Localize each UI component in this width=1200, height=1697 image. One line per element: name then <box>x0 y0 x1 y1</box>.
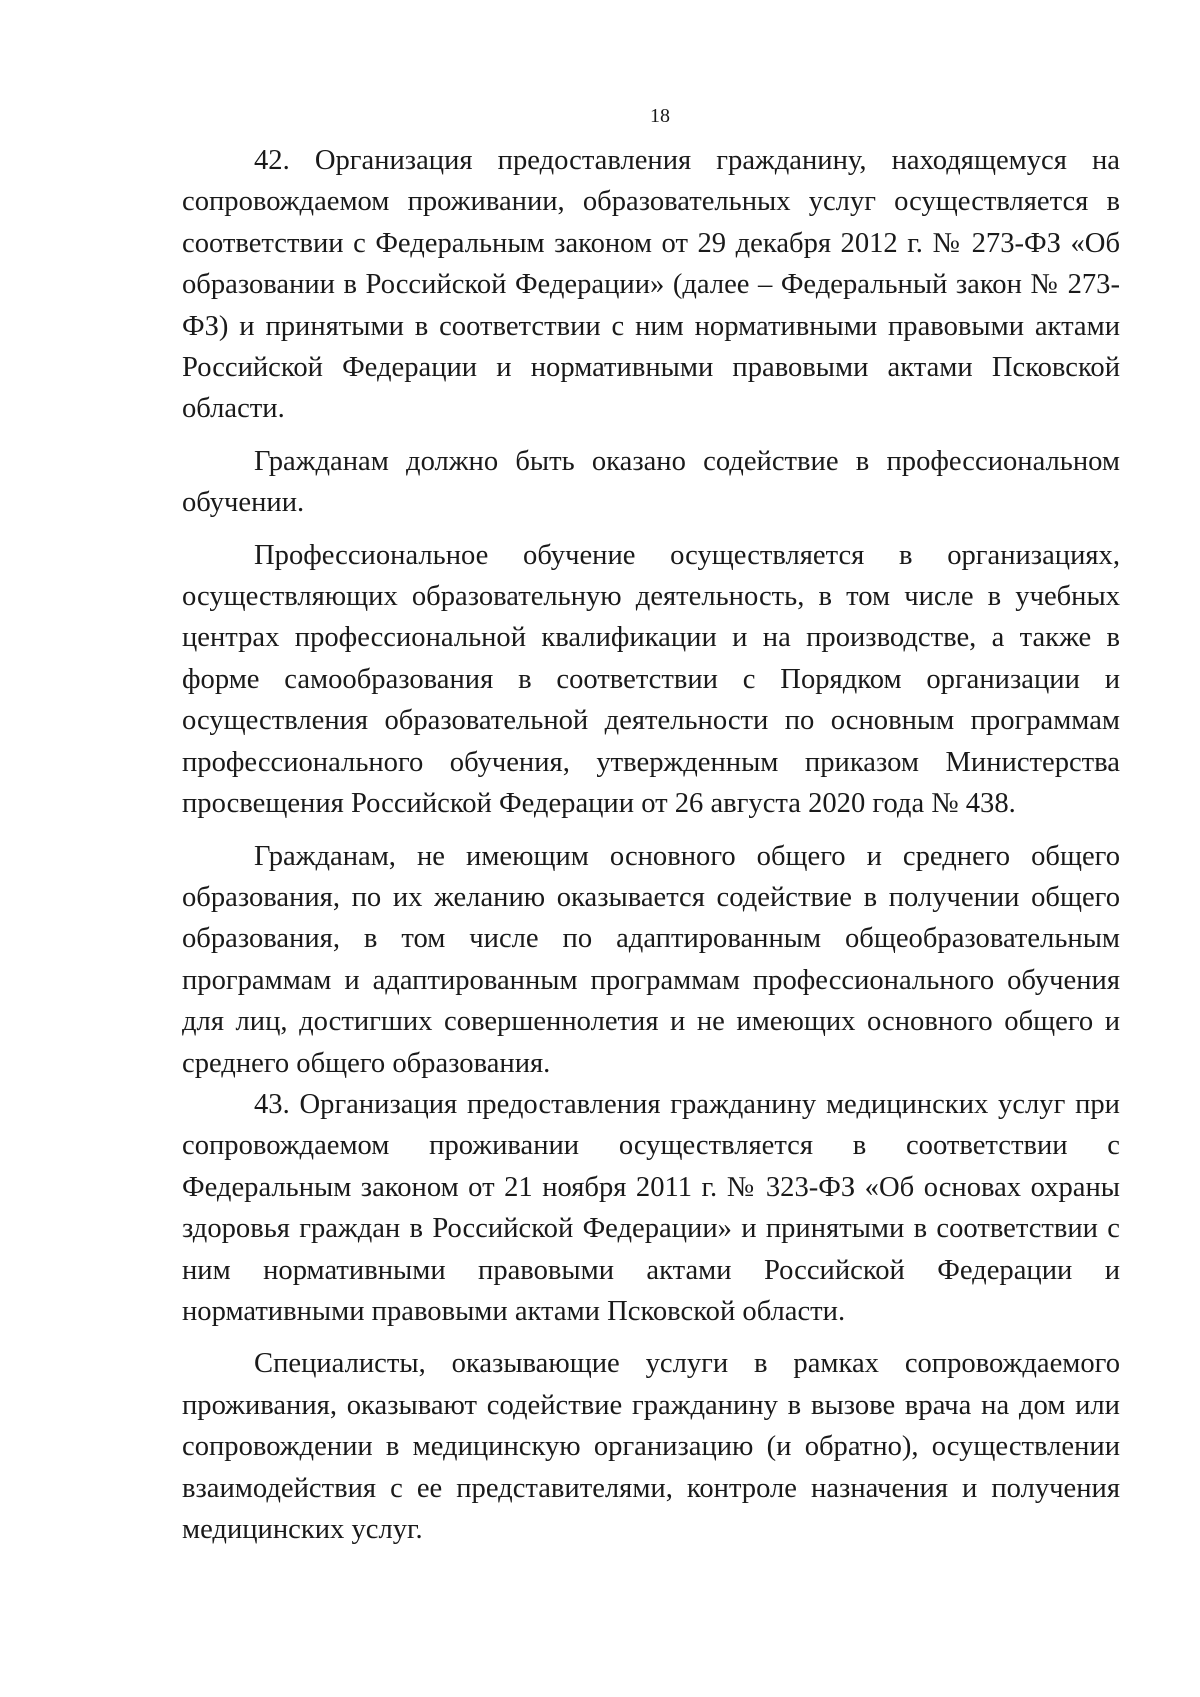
paragraph-43-medical-services: 43. Организация предоставления гражданину медицинских услуг при сопровождаемом проживании осуществляется в соответствии с Федеральным законом от 21 ноября 2011 г. № 323-ФЗ «Об основах охраны здоровья граждан в Российской Федерации» и принятыми в соответствии с ним нормативными правовыми актами Российской Федерации и нормативными правовыми актами Псковской области. <box>182 1088 1120 1327</box>
page-number: 18 <box>650 105 670 127</box>
paragraph-42-education-services: 42. Организация предоставления гражданину, находящемуся на сопровождаемом проживании, образовательных услуг осуществляется в соответствии с Федеральным законом от 29 декабря 2012 г. № 273-ФЗ «Об образовании в Российской Федерации» (далее – Федеральный закон № 273-ФЗ) и принятыми в соответствии с ним нормативными правовыми актами Российской Федерации и нормативными правовыми актами Псковской области. <box>182 145 1120 425</box>
document-body <box>182 140 1120 1550</box>
paragraph-professional-training-forms: Профессиональное обучение осуществляется в организациях, осуществляющих образовательную деятельность, в том числе в учебных центрах профессиональной квалификации и на производстве, а также в форме самообразования в соответствии с Порядком организации и осуществления образовательной деятельности по основным программам профессионального обучения, утвержденным приказом Министерства просвещения Российской Федерации от 26 августа 2020 года № 438. <box>182 539 1120 820</box>
paragraph-specialists-medical-assistance: Специалисты, оказывающие услуги в рамках сопровождаемого проживания, оказывают содействие гражданину в вызове врача на дом или сопровождении в медицинскую организацию (и обратно), осуществлении взаимодействия с ее представителями, контроле назначения и получения медицинских услуг. <box>182 1348 1120 1545</box>
paragraph-professional-training-assistance: Гражданам должно быть оказано содействие в профессиональном обучении. <box>182 445 1120 519</box>
paragraph-general-education-assistance: Гражданам, не имеющим основного общего и среднего общего образования, по их желанию оказывается содействие в получении общего образования, в том числе по адаптированным общеобразовательным программам и адаптированным программам профессионального обучения для лиц, достигших совершеннолетия и не имеющих основного общего и среднего общего образования. <box>182 840 1120 1079</box>
